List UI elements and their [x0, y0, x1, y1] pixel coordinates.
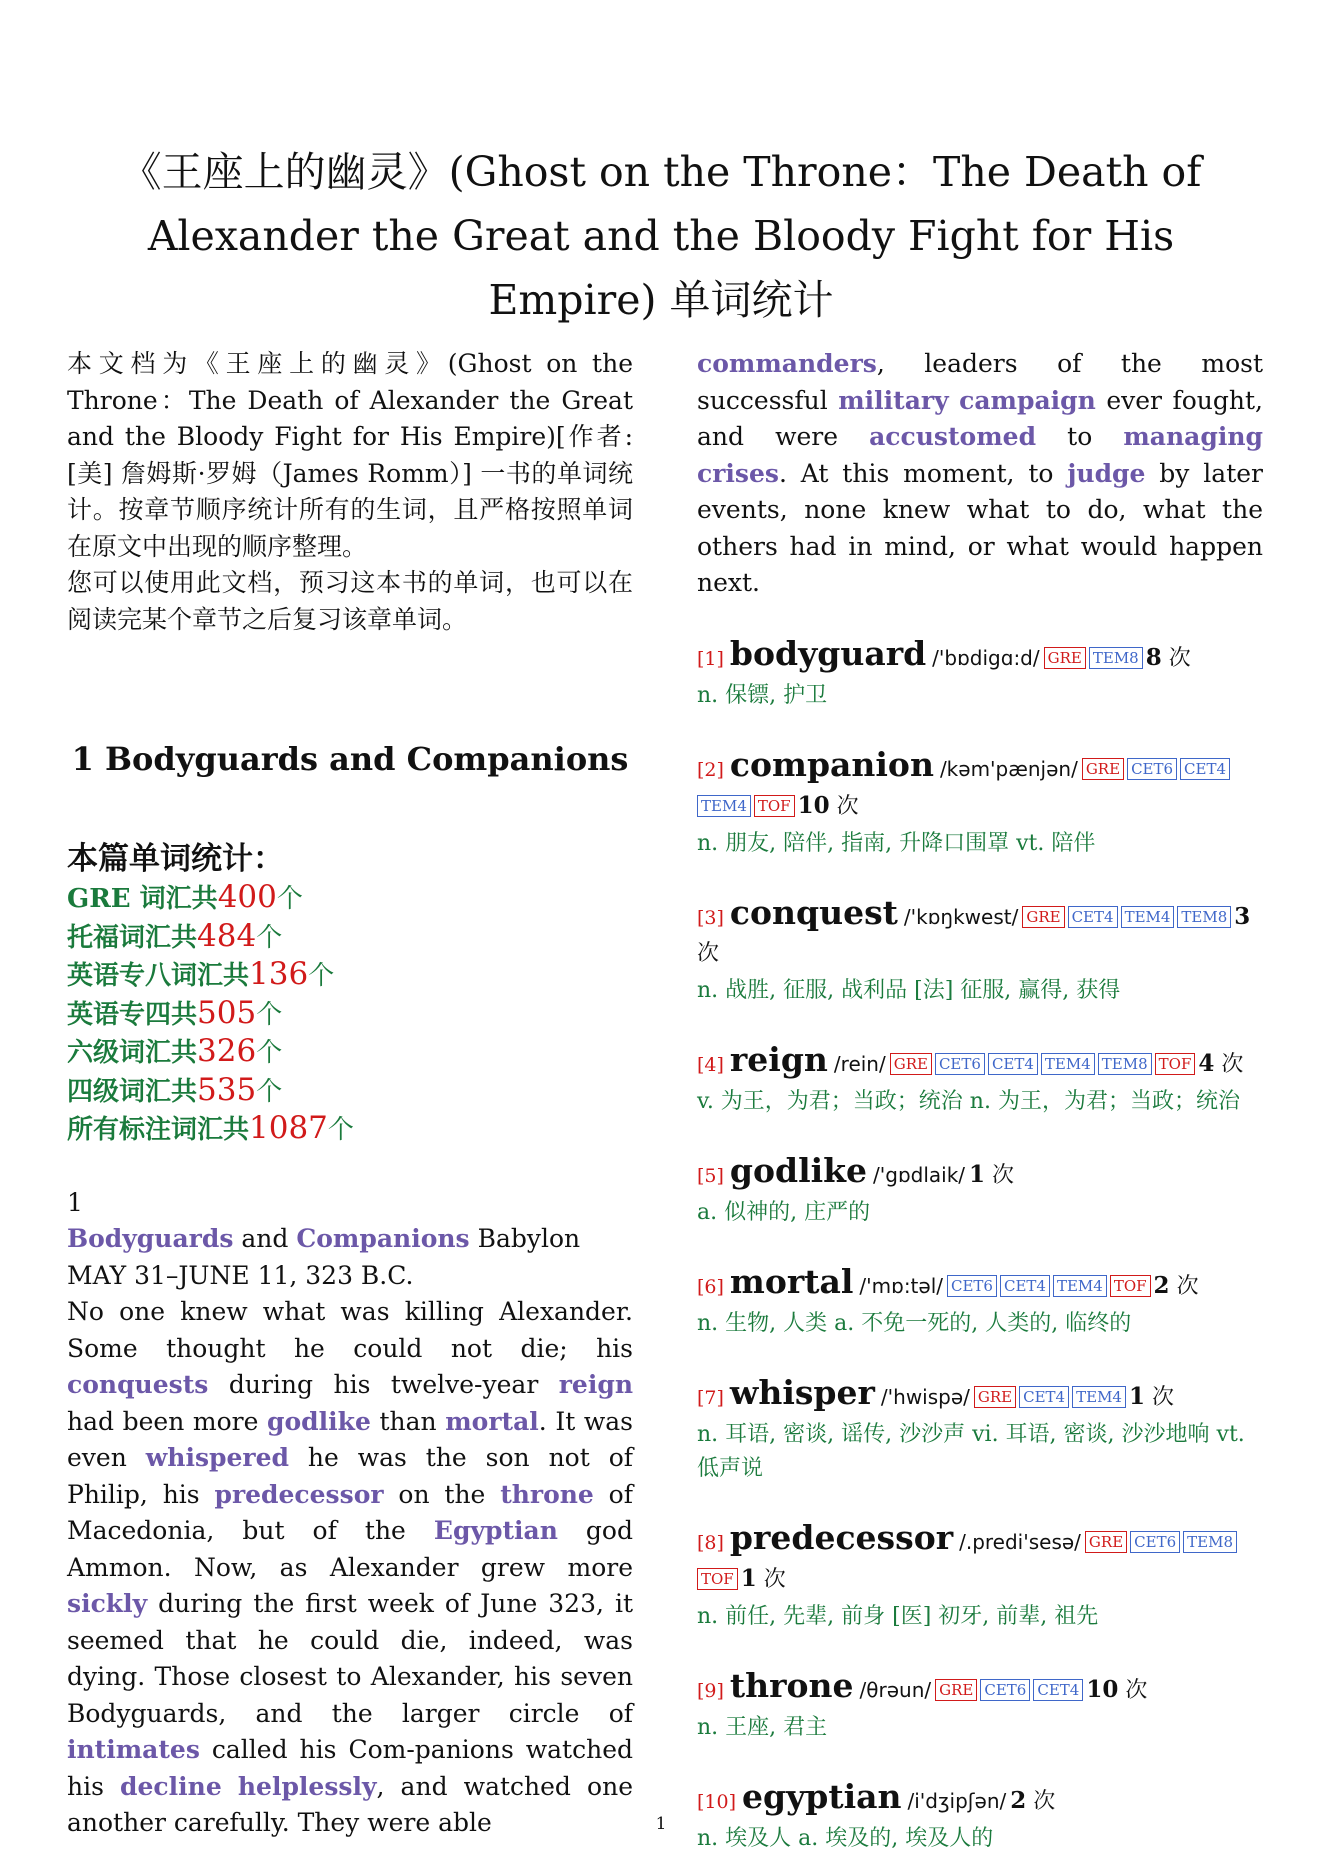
entry-phonetic: /i'dʒipʃən/	[907, 1788, 1007, 1813]
entry-header	[697, 1039, 1263, 1083]
exam-tag: GRE	[1082, 758, 1124, 780]
stat-row-gre: GRE 词汇共400个	[67, 879, 303, 915]
entry-number: [9]	[697, 1679, 724, 1702]
entry-count	[1086, 1675, 1148, 1703]
entry-definition: n. 王座, 君主	[697, 1714, 828, 1740]
exam-tag: TOF	[1155, 1053, 1196, 1075]
exam-tag: CET6	[980, 1679, 1030, 1701]
entry-word: whisper	[729, 1372, 875, 1412]
entry-number: [1]	[697, 647, 724, 670]
highlight-word: Bodyguards	[67, 1224, 234, 1253]
chapter-subtitle: Bodyguards and Companions Babylon	[67, 1224, 581, 1253]
entry-phonetic: /kəm'pænjən/	[939, 756, 1078, 781]
highlight-word: conquests	[67, 1370, 209, 1399]
entry-number: [2]	[697, 758, 724, 781]
exam-tag: TEM8	[1183, 1531, 1237, 1553]
entry-count-number: 10	[797, 791, 830, 819]
entry-count-unit: 次	[1221, 1051, 1244, 1077]
stat-row-all: 所有标注词汇共1087个	[67, 1110, 354, 1146]
entry-count-number: 8	[1145, 643, 1162, 671]
entry-header	[697, 1517, 1263, 1598]
entry-header	[697, 1372, 1263, 1416]
entry-count-number: 2	[1153, 1271, 1170, 1299]
entry-count-number: 10	[1086, 1675, 1119, 1703]
entry-header	[697, 1150, 1263, 1194]
intro-paragraph	[67, 346, 633, 638]
chapter-heading: 1 Bodyguards and Companions	[71, 740, 629, 778]
exam-tag: TEM4	[1121, 906, 1175, 928]
entry-count-unit: 次	[1168, 645, 1191, 671]
entry-word: conquest	[729, 892, 898, 932]
entry-definition: v. 为王，为君；当政；统治 n. 为王，为君；当政；统治	[697, 1088, 1240, 1114]
exam-tag: TOF	[1110, 1275, 1151, 1297]
entry-count-number: 1	[969, 1160, 986, 1188]
entry-header	[697, 892, 1263, 972]
exam-tag: TEM4	[1041, 1053, 1095, 1075]
entry-number: [6]	[697, 1275, 724, 1298]
entry-phonetic: /'bɒdigɑ:d/	[932, 645, 1040, 670]
exam-tag: TOF	[697, 1568, 738, 1590]
intro-text-1: 本文档为《王座上的幽灵》(Ghost on the Throne：The Death of Alexander the Great and the Bloody Fight for His Empire)[作者: [美] 詹姆斯·罗姆（James Romm）] 一书的单词统计。按章节顺序统计所有的生词，且严格按照单词在原文中出现的顺序整理。	[67, 349, 633, 561]
chapter-paragraph: No one knew what was killing Alexander. Some thought he could not die; his conquests during his twelve-year reign had been more godlike than mortal. It was even whispered he was the son not of Philip, his predecessor on the throne of Macedonia, but of the Egyptian god Ammon. Now, as Alexander grew more sickly during the first week of June 323, it seemed that he could die, indeed, was dying. Those closest to Alexander, his seven Bodyguards, and the larger circle of intimates called his Com-panions watched his decline helplessly, and watched one another carefully. They were able	[67, 1297, 634, 1837]
vocab-entry	[697, 892, 1263, 1008]
entry-count	[797, 791, 859, 819]
chapter-number: 1	[67, 1187, 83, 1217]
entry-word: mortal	[729, 1261, 854, 1301]
intro-text-2: 您可以使用此文档，预习这本书的单词，也可以在阅读完某个章节之后复习该章单词。	[67, 568, 633, 634]
entry-phonetic: /'mɒ:təl/	[859, 1273, 943, 1298]
vocab-entry	[697, 1039, 1263, 1119]
highlight-word: throne	[500, 1479, 594, 1509]
entry-count-unit: 次	[992, 1162, 1015, 1188]
entry-count-unit: 次	[1033, 1788, 1056, 1814]
entry-count-unit: 次	[836, 793, 859, 819]
entry-count-number: 1	[740, 1564, 757, 1592]
chapter-text	[67, 1185, 633, 1842]
entry-phonetic: /rein/	[833, 1051, 886, 1076]
highlight-word: mortal	[445, 1406, 539, 1436]
highlight-word: judge	[1067, 458, 1146, 488]
stat-row-toefl: 托福词汇共484个	[67, 917, 283, 954]
entry-header	[697, 633, 1263, 677]
exam-tag: TEM4	[1053, 1275, 1107, 1297]
left-column	[67, 346, 633, 1842]
highlight-word: intimates	[67, 1735, 200, 1764]
exam-tag: CET4	[1068, 906, 1118, 928]
exam-tag: TEM8	[1098, 1053, 1152, 1075]
entry-count-unit: 次	[1151, 1384, 1174, 1410]
highlight-word: managing	[1123, 422, 1263, 451]
vocab-entries	[697, 633, 1263, 1856]
entry-header	[697, 1665, 1263, 1709]
entry-definition: n. 耳语, 密谈, 谣传, 沙沙声 vi. 耳语, 密谈, 沙沙地响 vt. 低声说	[697, 1421, 1245, 1481]
vocab-entry	[697, 744, 1263, 861]
entry-word: godlike	[729, 1150, 868, 1190]
stat-row-cet6: 六级词汇共326个	[67, 1033, 283, 1069]
entry-definition: n. 朋友, 陪伴, 指南, 升降口围罩 vt. 陪伴	[697, 830, 1096, 856]
entry-header	[697, 1261, 1263, 1305]
highlight-word: sickly	[67, 1589, 148, 1618]
stat-row-cet4: 四级词汇共535个	[67, 1071, 283, 1108]
entry-count-unit: 次	[697, 940, 720, 966]
highlight-word: decline	[120, 1771, 222, 1801]
exam-tag: TOF	[754, 795, 795, 817]
entry-count-unit: 次	[1176, 1273, 1199, 1299]
highlight-word: helplessly	[237, 1771, 377, 1801]
entry-count-number: 1	[1128, 1382, 1145, 1410]
exam-tag: CET4	[1033, 1679, 1083, 1701]
exam-tag: CET4	[988, 1053, 1038, 1075]
vocab-entry	[697, 1150, 1263, 1230]
highlight-word: whispered	[145, 1443, 289, 1472]
entry-definition: n. 前任, 先辈, 前身 [医] 初牙, 前辈, 祖先	[697, 1603, 1099, 1629]
exam-tag: GRE	[935, 1679, 977, 1701]
entry-count-unit: 次	[763, 1566, 786, 1592]
highlight-word: reign	[558, 1370, 633, 1399]
entry-header	[697, 744, 1263, 825]
entry-phonetic: /'hwispə/	[880, 1384, 970, 1409]
stat-count: 484	[197, 917, 257, 954]
exam-tag: GRE	[1044, 647, 1086, 669]
exam-tag: TEM4	[697, 795, 751, 817]
entry-count	[740, 1564, 786, 1592]
stat-count: 326	[197, 1033, 257, 1069]
exam-tag: CET6	[935, 1053, 985, 1075]
entry-definition: a. 似神的, 庄严的	[697, 1199, 871, 1225]
entry-count-unit: 次	[1125, 1677, 1148, 1703]
entry-count-number: 3	[1234, 902, 1251, 930]
stat-count: 400	[217, 879, 277, 915]
stat-count: 535	[197, 1071, 257, 1108]
stats-list	[67, 879, 633, 1149]
entry-count-number: 2	[1010, 1786, 1027, 1814]
entry-number: [4]	[697, 1053, 724, 1076]
entry-definition: n. 保镖, 护卫	[697, 682, 828, 708]
exam-tag: CET4	[1000, 1275, 1050, 1297]
exam-tag: CET6	[1127, 758, 1177, 780]
stat-row-tem8: 英语专八词汇共136个	[67, 956, 335, 992]
exam-tag: TEM8	[1089, 647, 1143, 669]
highlight-word: godlike	[267, 1406, 371, 1436]
right-column	[697, 346, 1263, 1856]
entry-count	[1010, 1786, 1056, 1814]
entry-phonetic: /θrəun/	[859, 1677, 932, 1702]
vocab-entry	[697, 633, 1263, 713]
entry-phonetic: /'gɒdlaik/	[873, 1162, 966, 1187]
highlight-word: crises	[697, 458, 779, 488]
exam-tag: CET6	[1130, 1531, 1180, 1553]
continued-paragraph: commanders, leaders of the most successful military campaign ever fought, and were accustomed to managing crises. At this moment, to judge by later events, none knew what to do, what the others had in mind, or what would happen next.	[697, 349, 1263, 597]
exam-tag: GRE	[890, 1053, 932, 1075]
entry-word: companion	[729, 744, 934, 784]
entry-phonetic: /'kɒŋkwest/	[903, 904, 1019, 929]
entry-count-number: 4	[1198, 1049, 1215, 1077]
exam-tag: CET4	[1180, 758, 1230, 780]
stat-count: 505	[197, 994, 257, 1031]
exam-tag: GRE	[974, 1386, 1016, 1408]
vocab-entry	[697, 1261, 1263, 1341]
entry-number: [3]	[697, 906, 724, 929]
vocab-entry	[697, 1665, 1263, 1745]
entry-count	[1128, 1382, 1174, 1410]
entry-count	[1145, 643, 1191, 671]
entry-count	[1198, 1049, 1244, 1077]
stat-count: 1087	[249, 1110, 328, 1146]
exam-tag: TEM8	[1177, 906, 1231, 928]
entry-word: bodyguard	[729, 633, 927, 673]
vocab-entry	[697, 1372, 1263, 1486]
exam-tag: GRE	[1085, 1531, 1127, 1553]
highlight-word: predecessor	[214, 1479, 384, 1509]
stat-row-tem4: 英语专四共505个	[67, 994, 283, 1031]
entry-number: [7]	[697, 1386, 724, 1409]
entry-definition: n. 生物, 人类 a. 不免一死的, 人类的, 临终的	[697, 1310, 1132, 1336]
entry-word: reign	[729, 1039, 828, 1079]
entry-word: predecessor	[729, 1517, 954, 1557]
highlight-word: commanders	[697, 349, 877, 378]
exam-tag: CET6	[947, 1275, 997, 1297]
entry-word: throne	[729, 1665, 854, 1705]
entry-definition: n. 战胜, 征服, 战利品 [法] 征服, 赢得, 获得	[697, 977, 1121, 1003]
highlight-word: Egyptian	[433, 1516, 558, 1545]
entry-number: [10]	[697, 1790, 737, 1813]
entry-definition: n. 埃及人 a. 埃及的, 埃及人的	[697, 1825, 994, 1851]
chapter-date: MAY 31–JUNE 11, 323 B.C.	[67, 1260, 414, 1290]
exam-tag: CET4	[1019, 1386, 1069, 1408]
entry-number: [5]	[697, 1164, 724, 1187]
entry-number: [8]	[697, 1531, 724, 1554]
highlight-word: accustomed	[869, 422, 1037, 451]
highlight-word: military	[838, 385, 949, 415]
highlight-word: campaign	[959, 385, 1096, 415]
entry-count	[969, 1160, 1015, 1188]
stats-title: 本篇单词统计：	[67, 841, 284, 877]
exam-tag: TEM4	[1072, 1386, 1126, 1408]
exam-tag: GRE	[1022, 906, 1064, 928]
stat-count: 136	[249, 956, 309, 992]
highlight-word: Companions	[296, 1224, 470, 1253]
entry-phonetic: /.predi'sesə/	[959, 1529, 1081, 1554]
entry-count	[1153, 1271, 1199, 1299]
page-number: 1	[655, 1814, 667, 1834]
vocab-entry	[697, 1517, 1263, 1634]
entry-word: egyptian	[742, 1776, 902, 1816]
document-title: 《王座上的幽灵》(Ghost on the Throne：The Death of Alexander the Great and the Bloody Fight for His Empire) 单词统计	[120, 148, 1202, 324]
